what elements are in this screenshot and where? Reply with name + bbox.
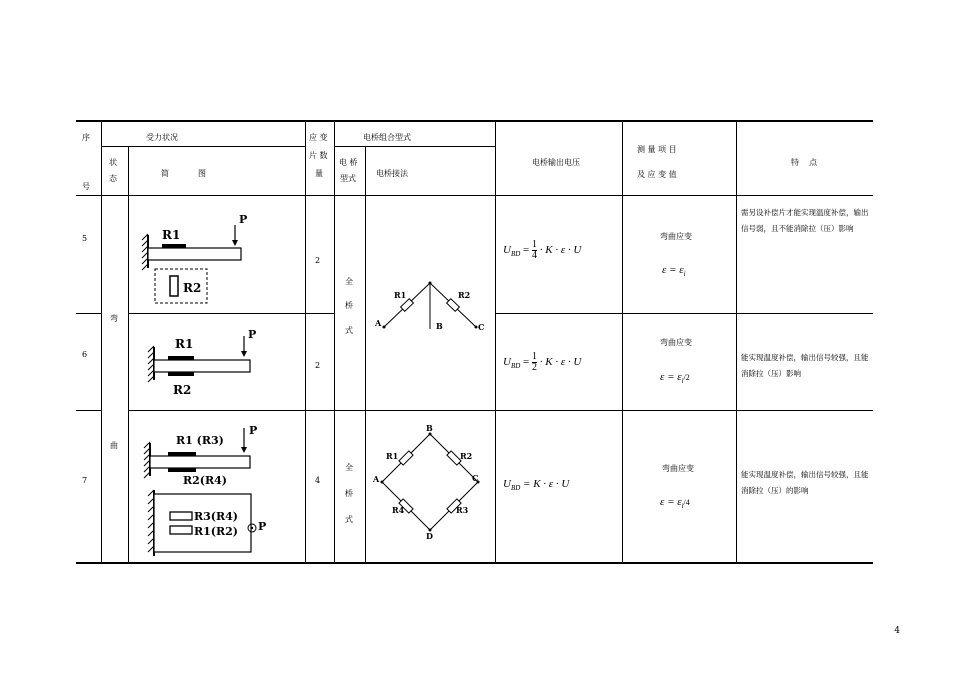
row-7-bridge-type-2: 桥 xyxy=(345,489,353,498)
row-6-strain: $\varepsilon = \varepsilon_i/2$ xyxy=(660,371,690,386)
header-sub-rule-bridge xyxy=(334,146,495,147)
header-bridge-conn: 电桥接法 xyxy=(376,169,408,178)
col-rule-5 xyxy=(365,146,366,563)
row-7-r1r3-label: R1 (R3) xyxy=(176,434,224,447)
header-measure-a: 测 量 项 目 xyxy=(637,145,677,154)
header-state-top: 状 xyxy=(109,158,117,167)
col-rule-4 xyxy=(334,120,335,563)
row-6-measure: 弯曲应变 xyxy=(660,338,692,347)
row-7-note: 能实现温度补偿，输出信号较强，且能消除拉（压）的影响 xyxy=(741,470,869,495)
header-bridge: 电桥组合型式 xyxy=(363,133,411,142)
row-5-measure: 弯曲应变 xyxy=(660,232,692,241)
row-7-formula: $U_{BD} = K \cdot \varepsilon \cdot U$ xyxy=(503,478,570,493)
row-5-strain: $\varepsilon = \varepsilon_i$ xyxy=(662,264,686,279)
row-7-strain: $\varepsilon = \varepsilon_i/4$ xyxy=(660,496,690,511)
half-bridge-a: A xyxy=(375,318,382,328)
header-feature: 特 点 xyxy=(791,158,818,167)
full-bridge-r3: R3 xyxy=(456,505,469,515)
half-bridge-c: C xyxy=(478,322,485,332)
header-gauge-mid: 片 数 xyxy=(309,151,328,160)
row-7-r2r4-label: R2(R4) xyxy=(183,474,227,487)
header-bridge-type-b: 型式 xyxy=(340,174,356,183)
row-5-bridge-type-1: 全 xyxy=(345,277,353,286)
row-6-p-label: P xyxy=(248,328,257,341)
row-7-r3r4-label: R3(R4) xyxy=(194,510,238,523)
row-7-bridge-type-3: 式 xyxy=(345,515,353,524)
row-6-cantilever-diagram xyxy=(138,322,288,412)
header-sub-rule xyxy=(101,146,305,147)
half-bridge-r1: R1 xyxy=(394,290,407,300)
col-rule-2 xyxy=(128,146,129,563)
row-5-formula: $U_{BD}$ = $\frac{1}{4}$ · K · ε · U xyxy=(503,239,582,261)
row-5-cantilever-diagram xyxy=(138,205,288,315)
row-5-formula-lhs: U xyxy=(503,244,511,257)
full-bridge-diagram xyxy=(372,422,492,542)
row-7-p2-label: P xyxy=(258,520,267,533)
state-top-char: 弯 xyxy=(110,314,118,323)
header-output: 电桥输出电压 xyxy=(532,158,580,167)
row-6-note: 能实现温度补偿，输出信号较强，且能消除拉（压）影响 xyxy=(741,353,869,378)
row-5-bottom-rule xyxy=(76,313,101,314)
half-bridge-r2: R2 xyxy=(458,290,471,300)
row-5-p-label: P xyxy=(239,213,248,226)
row-5-r1-label: R1 xyxy=(162,228,181,242)
half-bridge-b: B xyxy=(436,321,443,331)
full-bridge-d: D xyxy=(426,531,433,541)
full-bridge-r2: R2 xyxy=(460,451,473,461)
row-5-count: 2 xyxy=(315,256,321,265)
half-bridge-diagram xyxy=(372,280,492,340)
header-seq-top: 序 xyxy=(82,133,90,142)
row-6-frac-den: 2 xyxy=(532,362,538,373)
row-7-r1r2-label: R1(R2) xyxy=(194,525,238,538)
row-7-bridge-type-1: 全 xyxy=(345,463,353,472)
header-force: 受力状况 xyxy=(146,133,178,142)
row-5-bridge-type-3: 式 xyxy=(345,326,353,335)
state-bottom-char: 曲 xyxy=(110,441,118,450)
col-rule-1 xyxy=(101,146,102,563)
full-bridge-b: B xyxy=(426,423,433,433)
col-rule-1-top xyxy=(101,120,102,146)
header-gauge-bot: 量 xyxy=(315,169,323,178)
row-5-formula-sub: BD xyxy=(510,250,521,259)
col-rule-7 xyxy=(622,120,623,563)
row-6-formula: $U_{BD}$ = $\frac{1}{2}$ · K · ε · U xyxy=(503,351,582,373)
page-number: 4 xyxy=(894,626,900,636)
row-7-cantilever-diagram xyxy=(138,418,288,558)
row-5-bottom-rule-c xyxy=(305,313,334,314)
full-bridge-r4: R4 xyxy=(392,505,405,515)
row-5-r2-label: R2 xyxy=(183,281,202,295)
header-bottom-rule xyxy=(76,195,873,196)
row-7-measure: 弯曲应变 xyxy=(662,464,694,473)
full-bridge-a: A xyxy=(373,474,380,484)
row-6-frac-num: 1 xyxy=(532,351,538,362)
row-5-note: 需另设补偿片才能实现温度补偿，输出信号弱，且不能消除拉（压）影响 xyxy=(741,208,869,233)
full-bridge-c: C xyxy=(472,473,479,483)
row-6-seq: 6 xyxy=(82,350,88,359)
row-5-seq: 5 xyxy=(82,234,88,243)
row-7-p-label: P xyxy=(249,424,258,437)
header-seq-bottom: 号 xyxy=(82,182,90,191)
header-measure-b: 及 应 变 值 xyxy=(637,170,677,179)
row-7-seq: 7 xyxy=(82,476,88,485)
full-bridge-r1: R1 xyxy=(386,451,399,461)
header-diagram-a: 简 xyxy=(161,169,169,178)
row-5-frac-den: 4 xyxy=(532,250,538,261)
header-state-bottom: 态 xyxy=(109,174,117,183)
row-6-bottom-rule xyxy=(76,410,101,411)
table-top-border xyxy=(76,120,873,122)
header-diagram-b: 图 xyxy=(198,169,206,178)
header-bridge-type-a: 电 桥 xyxy=(339,158,358,167)
row-6-r2-label: R2 xyxy=(173,383,192,397)
col-rule-6 xyxy=(495,120,496,563)
row-5-bridge-type-2: 桥 xyxy=(345,301,353,310)
row-7-count: 4 xyxy=(315,476,321,485)
table-bottom-border xyxy=(76,562,873,564)
row-5-bottom-rule-d xyxy=(495,313,873,314)
row-6-count: 2 xyxy=(315,361,321,370)
col-rule-8 xyxy=(736,120,737,563)
header-gauge-top: 应 变 xyxy=(309,133,328,142)
col-rule-3 xyxy=(305,120,306,563)
row-5-frac-num: 1 xyxy=(532,239,538,250)
row-6-r1-label: R1 xyxy=(175,337,194,351)
